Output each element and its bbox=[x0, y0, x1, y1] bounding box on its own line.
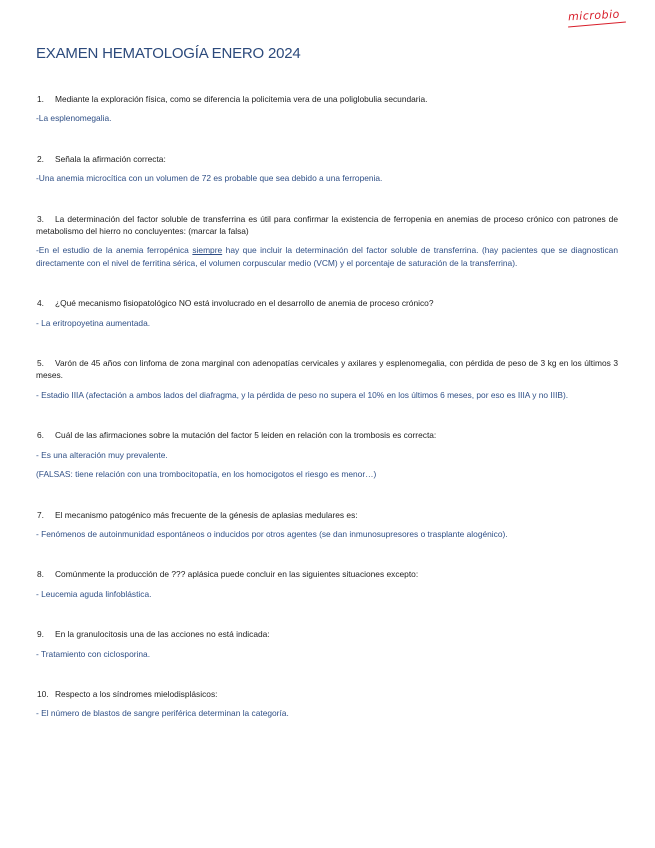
question-body: Cuál de las afirmaciones sobre la mutación del factor 5 leiden en relación con la trombosis es correcta: bbox=[55, 430, 437, 441]
question-number: 10. bbox=[37, 688, 49, 699]
question-body: Varón de 45 años con linfoma de zona marginal con adenopatías cervicales y axilares y esplenomegalia, con pérdida de peso de 3 kg en los últimos 3 meses. bbox=[36, 358, 618, 381]
question-block-3 bbox=[36, 213, 618, 270]
question-number: 6. bbox=[37, 430, 44, 441]
question-body: Mediante la exploración física, como se diferencia la policitemia vera de una poliglobulia secundaria. bbox=[55, 94, 428, 104]
answer-text: - El número de blastos de sangre periférica determinan la categoría. bbox=[36, 708, 289, 719]
page-title: EXAMEN HEMATOLOGÍA ENERO 2024 bbox=[36, 45, 301, 62]
answer-part: hay que incluir la determinación del factor soluble de transferrina. (hay pacientes que se diagnostican directamente con el nivel de ferritina sérica, el volumen corpuscular medio (VCM) y el porcentaje de saturación de la transferrina). bbox=[36, 245, 618, 268]
question-body: En la granulocitosis una de las acciones no está indicada: bbox=[55, 629, 270, 640]
answer-text: - Tratamiento con ciclosporina. bbox=[36, 648, 151, 659]
question-block-8 bbox=[36, 568, 618, 600]
question-block-4 bbox=[36, 297, 618, 329]
question-text bbox=[36, 93, 618, 105]
answer-underlined-word: siempre bbox=[192, 245, 223, 256]
question-body: La determinación del factor soluble de transferrina es útil para confirmar la existencia de ferropenia en anemias de proceso crónico con patrones de metabolismo del hierro no concluyentes: (marcar la falsa) bbox=[36, 213, 618, 237]
answer-note: (FALSAS: tiene relación con una trombocitopatía, en los homocigotos el riesgo es menor…) bbox=[36, 469, 377, 480]
question-text bbox=[36, 628, 618, 640]
question-body: ¿Qué mecanismo fisiopatológico NO está involucrado en el desarrollo de anemia de proceso crónico? bbox=[55, 298, 434, 309]
question-number: 5. bbox=[37, 358, 44, 369]
question-text bbox=[36, 153, 618, 165]
question-text bbox=[36, 357, 618, 382]
questions-list bbox=[36, 93, 618, 748]
question-body: Respecto a los síndromes mielodisplásicos: bbox=[55, 688, 218, 699]
answer-part: -En el estudio de la anemia ferropénica bbox=[36, 245, 193, 256]
question-block-6 bbox=[36, 429, 618, 480]
question-number: 3. bbox=[37, 213, 44, 224]
question-text bbox=[36, 688, 618, 700]
answer-text bbox=[36, 244, 618, 269]
handwritten-stamp: microbio bbox=[567, 7, 621, 24]
question-number: 4. bbox=[37, 298, 44, 309]
question-text bbox=[36, 297, 618, 309]
question-body: El mecanismo patogénico más frecuente de la génesis de aplasias medulares es: bbox=[55, 509, 358, 520]
question-number: 9. bbox=[37, 629, 44, 640]
answer-text: - La eritropoyetina aumentada. bbox=[36, 317, 151, 328]
question-number: 2. bbox=[37, 153, 44, 164]
question-number: 1. bbox=[37, 94, 44, 104]
question-text bbox=[36, 568, 618, 580]
question-text bbox=[36, 509, 618, 521]
question-block-5 bbox=[36, 357, 618, 401]
question-block-7 bbox=[36, 509, 618, 541]
question-body: Señala la afirmación correcta: bbox=[55, 153, 166, 164]
answer-text: - Leucemia aguda linfoblástica. bbox=[36, 588, 152, 599]
question-block-2 bbox=[36, 153, 618, 185]
question-number: 7. bbox=[37, 509, 44, 520]
question-text bbox=[36, 429, 618, 441]
answer-text: -Una anemia microcítica con un volumen de 72 es probable que sea debido a una ferropenia. bbox=[36, 173, 383, 184]
question-body: Comúnmente la producción de ??? aplásica puede concluir en las siguientes situaciones excepto: bbox=[55, 569, 419, 580]
question-text bbox=[36, 213, 618, 238]
answer-text: - Fenómenos de autoinmunidad espontáneos o inducidos por otros agentes (se dan inmunosupresores o trasplante alogénico). bbox=[36, 528, 508, 539]
question-block-10 bbox=[36, 688, 618, 720]
answer-text: -La esplenomegalia. bbox=[36, 113, 112, 124]
answer-text: - Es una alteración muy prevalente. bbox=[36, 449, 168, 460]
answer-text: - Estadio IIIA (afectación a ambos lados del diafragma, y la pérdida de peso no supera el 10% en los últimos 6 meses, por eso es IIIA y no IIIB). bbox=[36, 389, 569, 400]
question-number: 8. bbox=[37, 569, 44, 580]
question-block-1 bbox=[36, 93, 618, 125]
question-block-9 bbox=[36, 628, 618, 660]
